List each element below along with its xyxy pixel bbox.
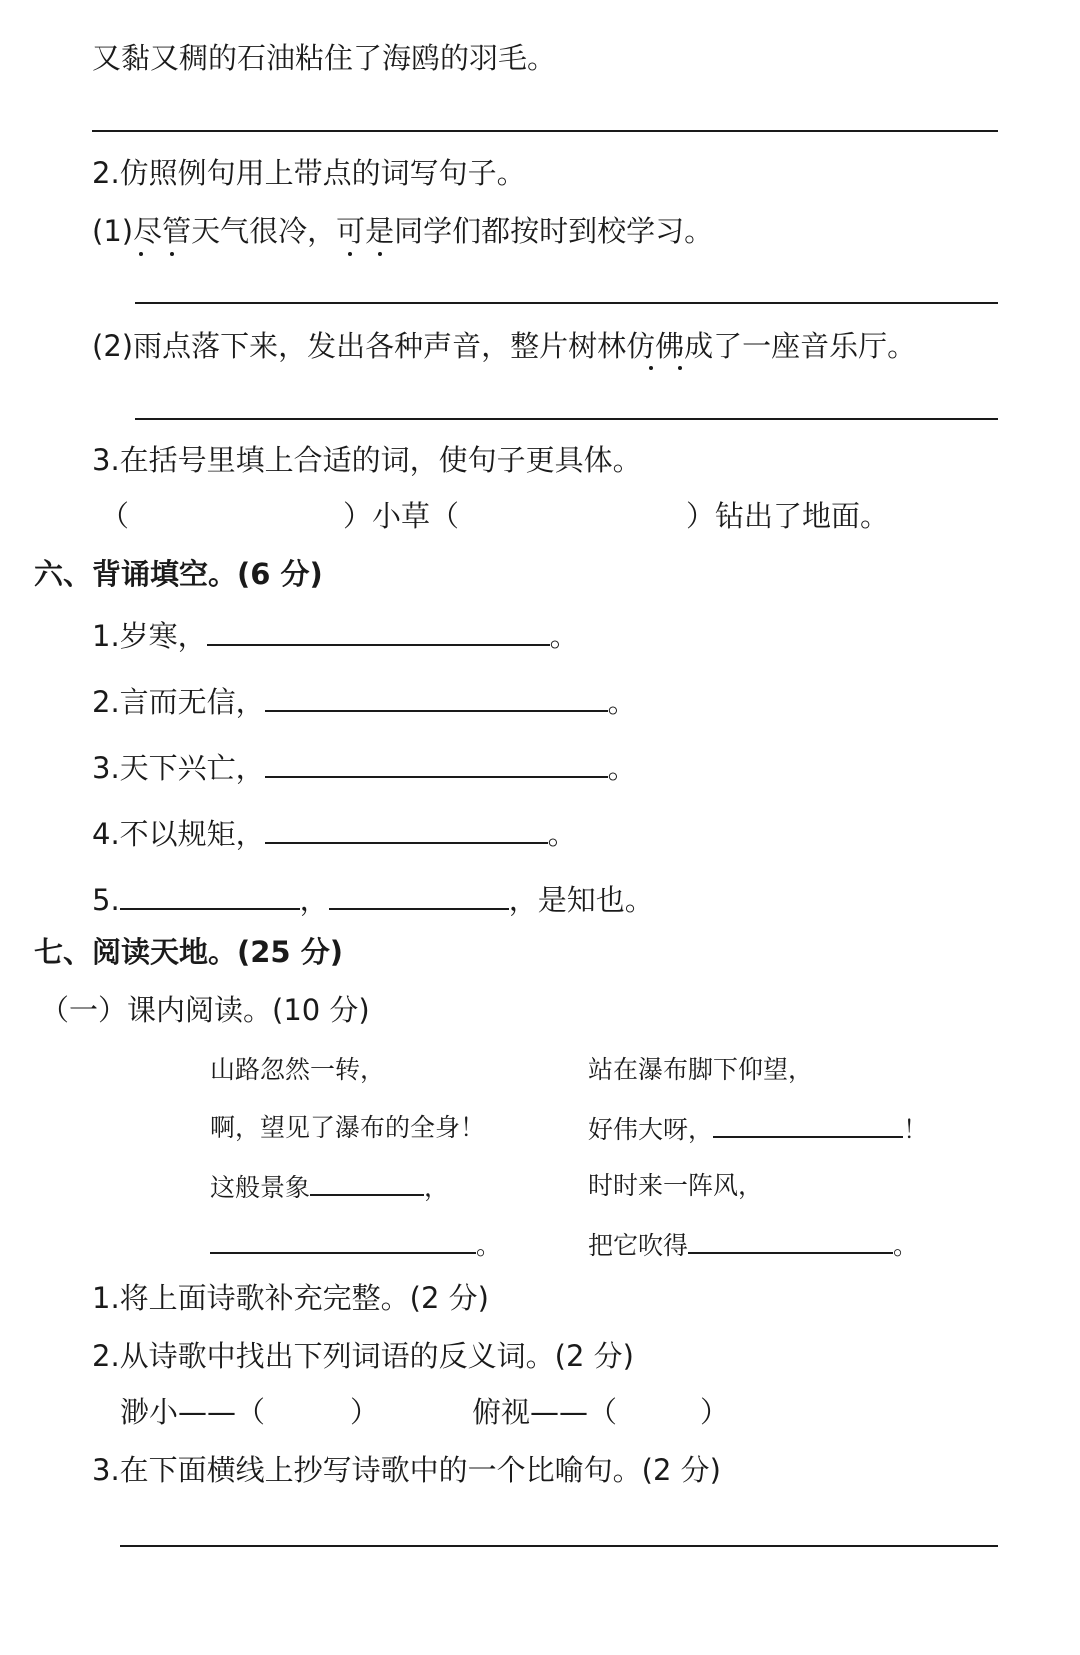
recite-item-5	[92, 878, 654, 918]
bracket-middle: ）小草（	[343, 499, 460, 533]
emphasis-dot	[348, 252, 352, 256]
sentence-part: 成了一座音乐厅。	[684, 329, 917, 363]
poem-line-r4	[588, 1226, 918, 1264]
emphasis-dot	[139, 252, 143, 256]
recite-suffix: 。	[607, 751, 637, 785]
sentence-part: (2)雨点落下来，发出各种声音，整片树林	[92, 329, 627, 363]
section-7-title: 七、阅读天地。(25 分)	[34, 935, 343, 969]
fill-blank[interactable]	[120, 878, 300, 910]
emphasis-dot	[678, 366, 682, 370]
poem-line-l2: 啊，望见了瀑布的全身！	[210, 1113, 486, 1142]
fill-blank[interactable]	[265, 746, 608, 778]
antonym-2-close: ）	[700, 1395, 730, 1429]
dotted-word-fangfu: 仿佛	[626, 329, 685, 363]
poem-text: 这般景象	[210, 1173, 311, 1202]
recite-suffix: 。	[607, 685, 637, 719]
recite-suffix: 。	[547, 817, 577, 851]
fill-blank[interactable]	[688, 1226, 893, 1254]
fill-blank[interactable]	[210, 1226, 476, 1254]
answer-line[interactable]	[120, 1545, 998, 1547]
emphasis-dot	[378, 252, 382, 256]
poem-text: 。	[893, 1231, 919, 1260]
recite-suffix: 。	[549, 619, 579, 653]
recite-prefix: 3.天下兴亡，	[92, 751, 265, 785]
bracket-open: （	[100, 499, 130, 533]
sentence-part: 天气很冷，	[191, 214, 337, 248]
poem-text: ！	[903, 1115, 929, 1144]
question-2-item-2	[92, 328, 916, 364]
dotted-word-keshi: 可是	[336, 214, 395, 248]
reading-q3: 3.在下面横线上抄写诗歌中的一个比喻句。(2 分)	[92, 1453, 721, 1487]
dotted-word-jinguan: 尽管	[133, 214, 192, 248]
reading-q2: 2.从诗歌中找出下列词语的反义词。(2 分)	[92, 1339, 634, 1373]
recite-item-2	[92, 680, 637, 720]
poem-line-l4	[210, 1226, 501, 1264]
emphasis-dot	[649, 366, 653, 370]
poem-line-l1: 山路忽然一转，	[210, 1055, 386, 1084]
reading-part-1-title: （一）课内阅读。(10 分)	[40, 993, 370, 1027]
answer-line[interactable]	[92, 130, 998, 132]
fill-blank[interactable]	[310, 1168, 424, 1196]
carryover-sentence: 又黏又稠的石油粘住了海鸥的羽毛。	[92, 41, 557, 75]
fill-blank[interactable]	[265, 812, 548, 844]
recite-comma: ，	[299, 883, 329, 917]
recite-prefix: 4.不以规矩，	[92, 817, 265, 851]
answer-line[interactable]	[135, 418, 998, 420]
reading-q1: 1.将上面诗歌补充完整。(2 分)	[92, 1281, 489, 1315]
recite-prefix: 2.言而无信，	[92, 685, 265, 719]
recite-item-4	[92, 812, 577, 852]
bracket-close: ）钻出了地面。	[686, 499, 890, 533]
question-2-title: 2.仿照例句用上带点的词写句子。	[92, 156, 526, 190]
fill-blank[interactable]	[207, 614, 550, 646]
fill-blank[interactable]	[329, 878, 509, 910]
recite-item-3	[92, 746, 637, 786]
poem-line-l3	[210, 1168, 449, 1206]
fill-blank[interactable]	[265, 680, 608, 712]
poem-text: ，	[424, 1173, 450, 1202]
antonym-1: 渺小——（	[120, 1395, 266, 1429]
poem-text: 好伟大呀，	[588, 1115, 714, 1144]
section-6-title: 六、背诵填空。(6 分)	[34, 557, 323, 591]
recite-prefix: 1.岁寒，	[92, 619, 207, 653]
recite-suffix: ，是知也。	[508, 883, 654, 917]
poem-line-r1: 站在瀑布脚下仰望，	[588, 1055, 814, 1084]
question-3-title: 3.在括号里填上合适的词，使句子更具体。	[92, 443, 642, 477]
item-number: (1)	[92, 214, 134, 248]
poem-line-r3: 时时来一阵风，	[588, 1171, 764, 1200]
fill-blank[interactable]	[713, 1110, 903, 1138]
recite-prefix: 5.	[92, 883, 120, 917]
answer-line[interactable]	[135, 302, 998, 304]
antonym-1-close: ）	[350, 1395, 380, 1429]
poem-text: 。	[476, 1231, 502, 1260]
poem-line-r2	[588, 1110, 928, 1148]
sentence-part: 同学们都按时到校学习。	[394, 214, 714, 248]
recite-item-1	[92, 614, 579, 654]
emphasis-dot	[170, 252, 174, 256]
poem-text: 把它吹得	[588, 1231, 689, 1260]
question-2-item-1	[92, 213, 713, 249]
antonym-2: 俯视——（	[472, 1395, 618, 1429]
